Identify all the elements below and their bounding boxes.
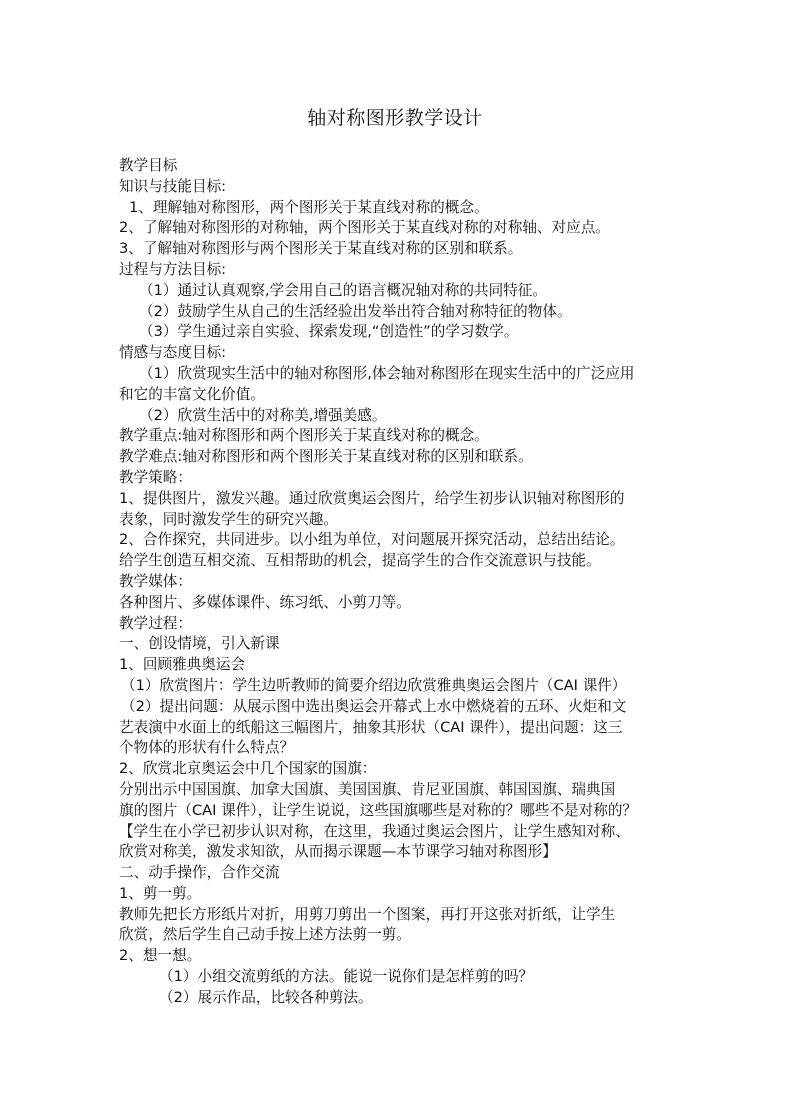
paragraph-line: 欣赏，然后学生自己动手按上述方法剪一剪。 [119,926,411,944]
document-title: 轴对称图形教学设计 [307,107,483,129]
paragraph-line: （2）鼓励学生从自己的生活经验出发举出符合轴对称特征的物体。 [139,302,572,320]
subsection-heading: 一、创设情境，引入新课 [119,635,280,653]
paragraph-line: 2、欣赏北京奥运会中几个国家的国旗： [119,760,377,778]
paragraph-line: 个物体的形状有什么特点？ [119,739,295,757]
paragraph-line: 2、合作探究，共同进步。以小组为单位，对问题展开探究活动，总结出结论。 [119,531,625,549]
paragraph-line: 1、剪一剪。 [119,884,202,902]
paragraph-line: （1）通过认真观察,学会用自己的语言概况轴对称的共同特征。 [139,281,547,299]
paragraph-line: 给学生创造互相交流、互相帮助的机会，提高学生的合作交流意识与技能。 [119,552,601,570]
note-line: 欣赏对称美，激发求知欲，从而揭示课题—本节课学习轴对称图形】 [119,843,557,861]
paragraph-line: 教师先把长方形纸片对折，用剪刀剪出一个图案，再打开这张对折纸，让学生 [119,905,616,923]
paragraph-line: （2）欣赏生活中的对称美,增强美感。 [139,406,387,424]
paragraph-line: 3、了解轴对称图形与两个图形关于某直线对称的区别和联系。 [119,240,523,258]
paragraph-line: 1、提供图片，激发兴趣。通过欣赏奥运会图片，给学生初步认识轴对称图形的 [119,489,625,507]
paragraph-line: 表象，同时激发学生的研究兴趣。 [119,510,338,528]
section-heading: 教学策略： [119,468,192,486]
paragraph-line: 和它的丰富文化价值。 [119,385,265,403]
paragraph-line: 各种图片、多媒体课件、练习纸、小剪刀等。 [119,593,411,611]
paragraph-line: 2、想一想。 [119,947,202,965]
paragraph-line: （3）学生通过亲自实验、探索发现,“创造性”的学习数学。 [139,323,519,341]
document-body [119,156,679,1009]
paragraph-line: 1、回顾雅典奥运会 [119,656,246,674]
difficult-point-line: 教学难点:轴对称图形和两个图形关于某直线对称的区别和联系。 [119,448,533,466]
paragraph-line: （2）展示作品，比较各种剪法。 [159,988,373,1006]
note-line: 【学生在小学已初步认识对称，在这里，我通过奥运会图片，让学生感知对称、 [119,822,630,840]
section-heading: 教学过程： [119,614,192,632]
paragraph-line: 分别出示中国国旗、加拿大国旗、美国国旗、肯尼亚国旗、韩国国旗、瑞典国 [119,780,616,798]
paragraph-line: 旗的图片（CAI 课件），让学生说说，这些国旗哪些是对称的？哪些不是对称的？ [119,801,638,819]
paragraph-line: 艺表演中水面上的纸船这三幅图片，抽象其形状（CAI 课件），提出问题：这三 [119,718,623,736]
subsection-heading: 情感与态度目标: [119,344,227,362]
subsection-heading: 二、动手操作，合作交流 [119,864,280,882]
paragraph-line: （1）欣赏现实生活中的轴对称图形,体会轴对称图形在现实生活中的广泛应用 [139,364,635,382]
paragraph-line: （1）欣赏图片：学生边听教师的简要介绍边欣赏雅典奥运会图片（CAI 课件） [121,676,627,694]
key-point-line: 教学重点:轴对称图形和两个图形关于某直线对称的概念。 [119,427,489,445]
subsection-heading: 过程与方法目标: [119,260,227,278]
section-heading: 教学媒体： [119,572,192,590]
section-heading: 教学目标 [119,157,178,174]
paragraph-line: （1）小组交流剪纸的方法。能说一说你们是怎样剪的吗？ [159,968,534,986]
paragraph-line: 1、理解轴对称图形，两个图形关于某直线对称的概念。 [129,198,489,216]
paragraph-line: 2、了解轴对称图形的对称轴，两个图形关于某直线对称的对称轴、对应点。 [119,219,610,237]
paragraph-line: （2）提出问题：从展示图中选出奥运会开幕式上水中燃烧着的五环、火炬和文 [121,697,627,715]
subsection-heading: 知识与技能目标: [119,177,227,195]
